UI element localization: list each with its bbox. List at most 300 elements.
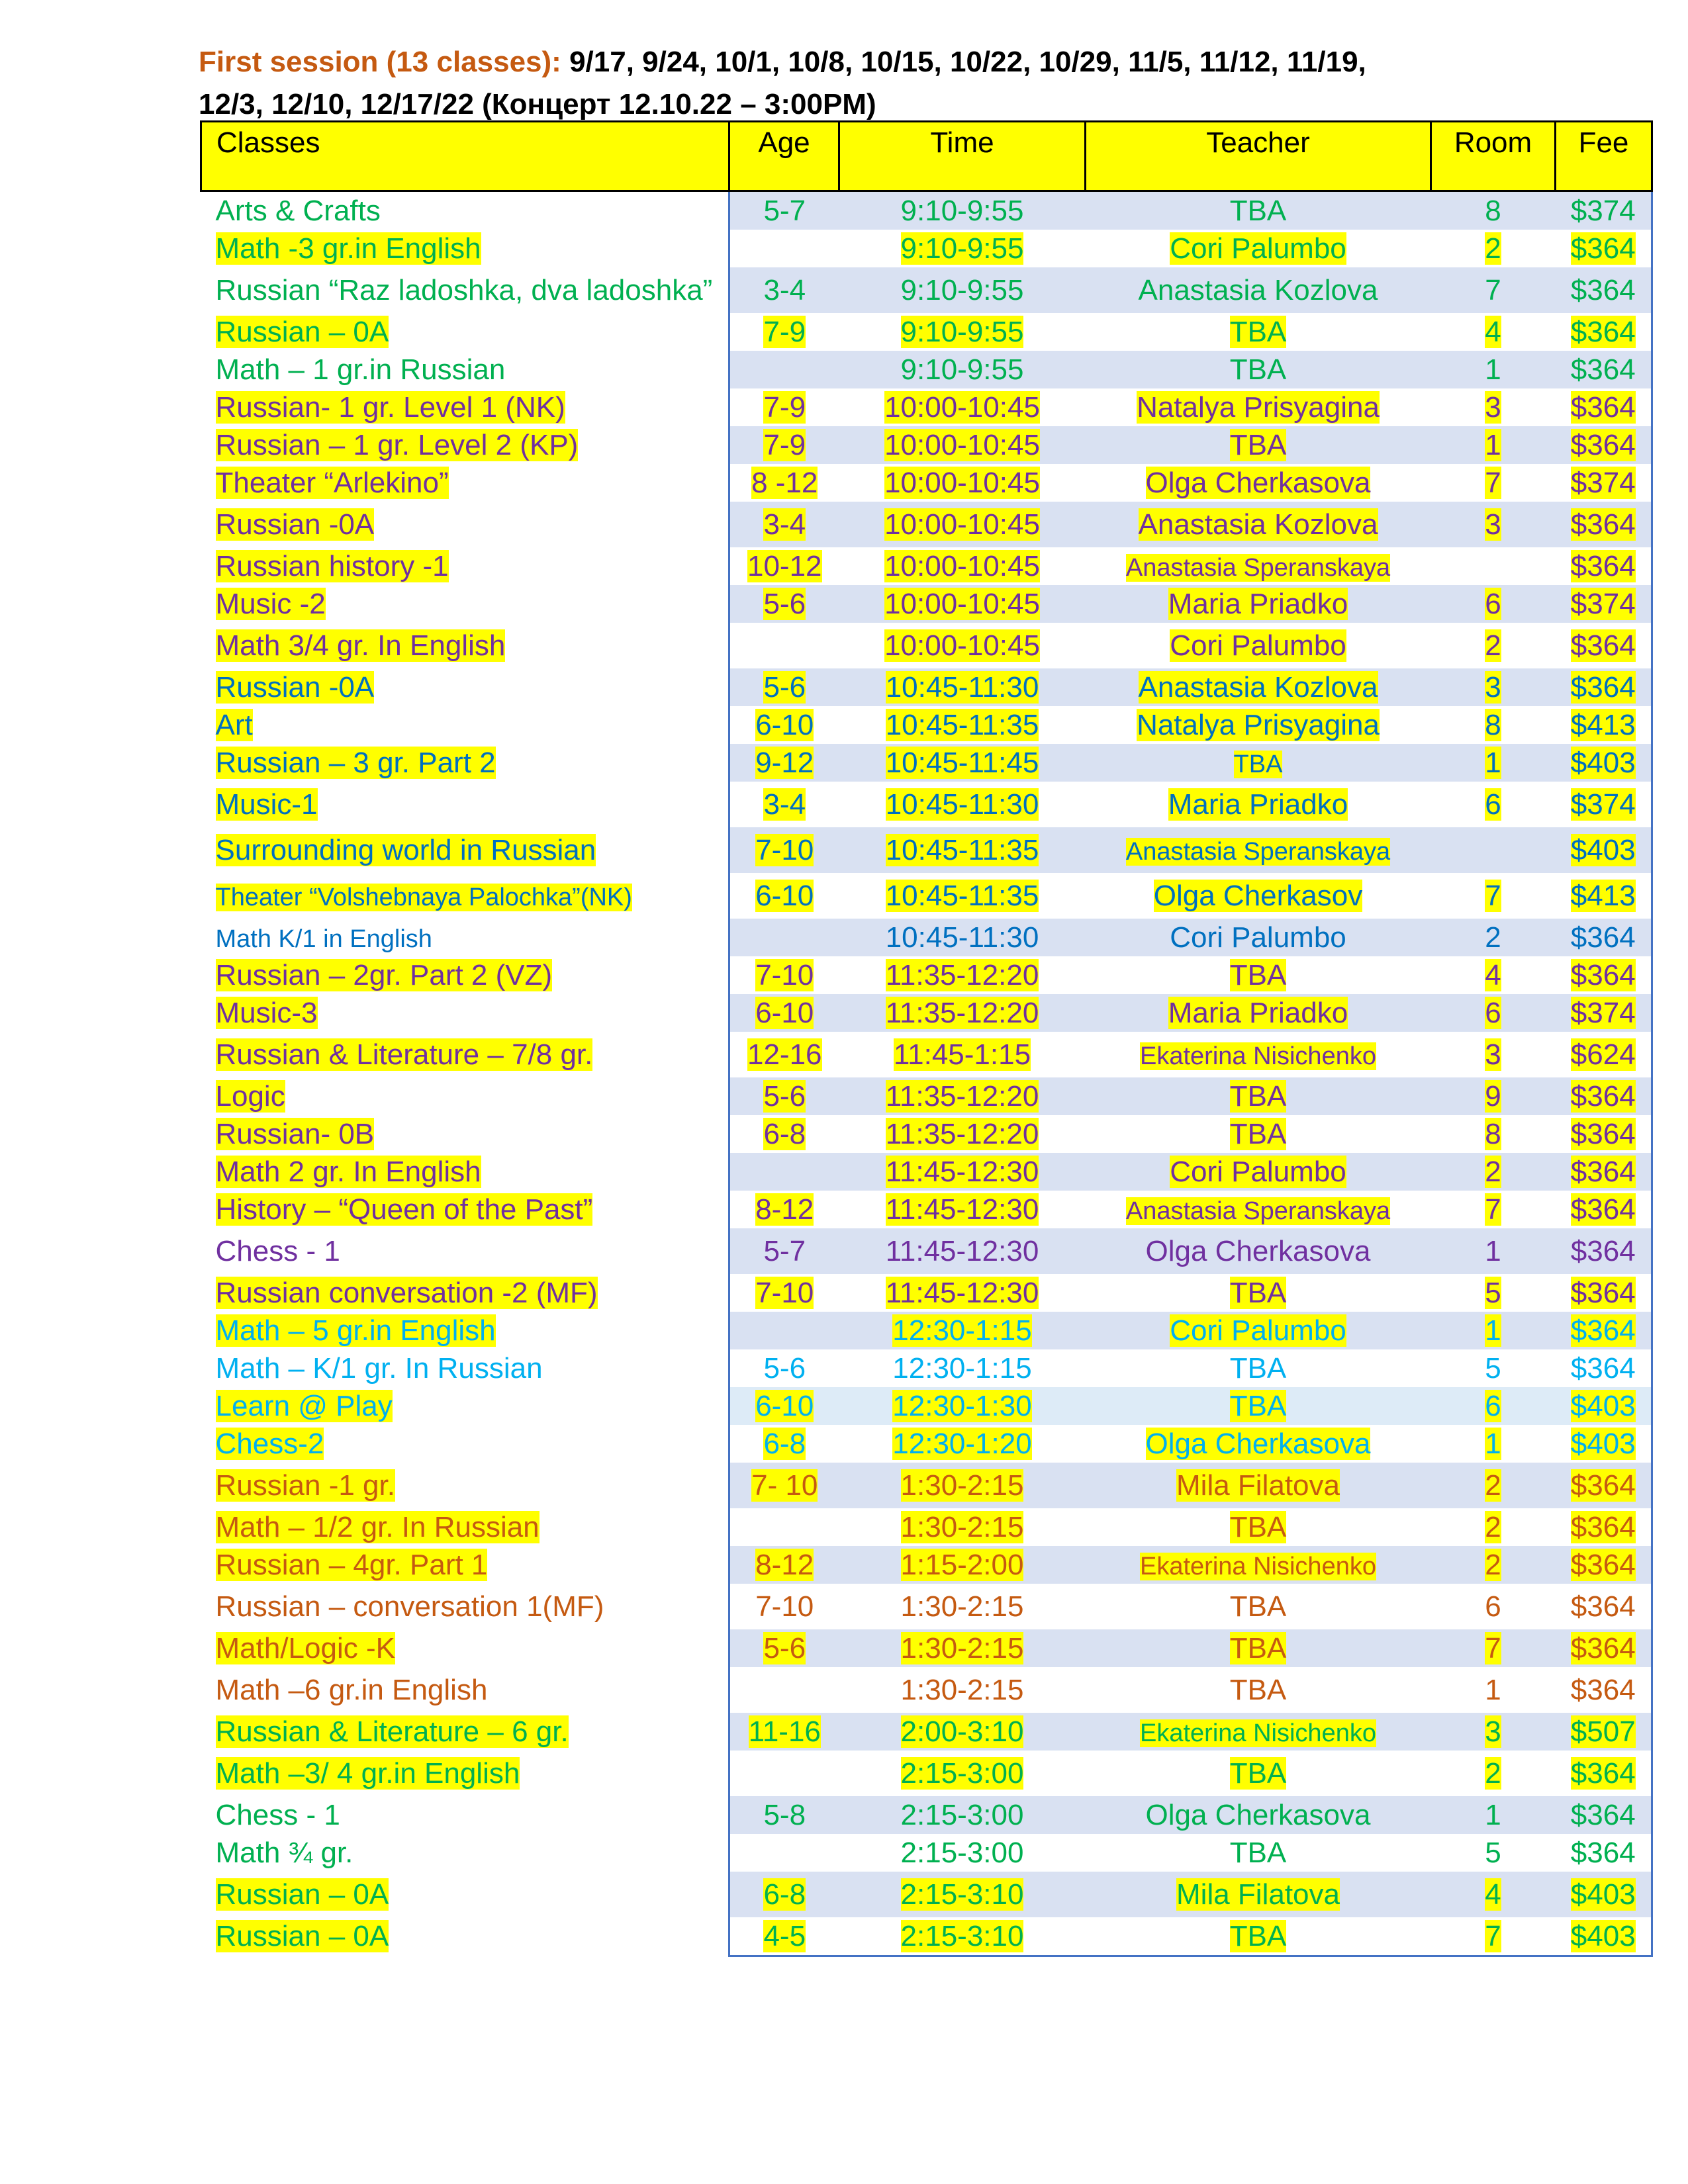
- teacher-cell: [1086, 1834, 1431, 1872]
- fee: $364: [1570, 353, 1636, 386]
- time-cell: [839, 668, 1086, 706]
- fee: $374: [1570, 466, 1636, 499]
- teacher-cell: [1086, 744, 1431, 782]
- class-name: Math – K/1 gr. In Russian: [215, 1351, 543, 1385]
- teacher: TBA: [1229, 315, 1287, 348]
- class-name: Math K/1 in English: [215, 925, 432, 953]
- teacher: Cori Palumbo: [1170, 232, 1346, 265]
- class-name-cell: [201, 623, 729, 668]
- class-name-cell: [201, 1077, 729, 1115]
- time-cell: [839, 744, 1086, 782]
- age: 11-16: [748, 1715, 821, 1748]
- age-cell: [729, 1584, 839, 1629]
- age: 5-6: [763, 1631, 806, 1664]
- age-cell: [729, 1032, 839, 1077]
- age-cell: [729, 1349, 839, 1387]
- room-cell: [1431, 706, 1556, 744]
- teacher: Mila Filatova: [1176, 1469, 1340, 1502]
- room: 7: [1485, 273, 1501, 306]
- class-name: Learn @ Play: [215, 1389, 393, 1422]
- fee-cell: [1556, 668, 1652, 706]
- fee: $413: [1570, 708, 1636, 741]
- room-cell: [1431, 388, 1556, 426]
- time-cell: [839, 388, 1086, 426]
- teacher-cell: [1086, 1713, 1431, 1751]
- fee-cell: [1556, 1153, 1652, 1191]
- age-cell: [729, 1629, 839, 1667]
- room-cell: [1431, 547, 1556, 585]
- fee-cell: [1556, 426, 1652, 464]
- age: 6-8: [763, 1878, 806, 1911]
- room-cell: [1431, 827, 1556, 873]
- class-name-cell: [201, 1546, 729, 1584]
- time: 11:45-12:30: [885, 1155, 1039, 1188]
- room: 3: [1485, 1038, 1501, 1071]
- table-row: [201, 1191, 1652, 1228]
- teacher-cell: [1086, 547, 1431, 585]
- header-age: Age: [729, 122, 839, 191]
- room: 2: [1485, 1155, 1501, 1188]
- time-cell: [839, 1115, 1086, 1153]
- fee-cell: [1556, 782, 1652, 827]
- room-cell: [1431, 426, 1556, 464]
- fee-cell: [1556, 1713, 1652, 1751]
- class-name: History – “Queen of the Past”: [215, 1193, 593, 1226]
- room: 5: [1485, 1836, 1501, 1869]
- table-row: [201, 744, 1652, 782]
- teacher-cell: [1086, 1629, 1431, 1667]
- fee-cell: [1556, 1872, 1652, 1917]
- age: 7-9: [763, 428, 806, 461]
- room-cell: [1431, 1546, 1556, 1584]
- class-name: Math –6 gr.in English: [215, 1673, 488, 1706]
- time: 1:30-2:15: [900, 1590, 1024, 1623]
- room-cell: [1431, 873, 1556, 919]
- time: 10:45-11:35: [885, 708, 1039, 741]
- table-row: [201, 1546, 1652, 1584]
- class-name-cell: [201, 267, 729, 313]
- fee: $364: [1570, 1351, 1636, 1385]
- time-cell: [839, 547, 1086, 585]
- room: 6: [1485, 788, 1501, 821]
- fee-cell: [1556, 706, 1652, 744]
- class-name-cell: [201, 502, 729, 547]
- age: 7- 10: [751, 1469, 818, 1502]
- time-cell: [839, 873, 1086, 919]
- class-name-cell: [201, 1115, 729, 1153]
- fee: $364: [1570, 1117, 1636, 1150]
- teacher: Ekaterina Nisichenko: [1140, 1719, 1376, 1747]
- fee-cell: [1556, 267, 1652, 313]
- fee-cell: [1556, 1834, 1652, 1872]
- fee: $364: [1570, 1193, 1636, 1226]
- time-cell: [839, 706, 1086, 744]
- class-name: Math – 1/2 gr. In Russian: [215, 1510, 539, 1543]
- time-cell: [839, 1312, 1086, 1349]
- class-name: Music -2: [215, 587, 326, 620]
- class-name: Arts & Crafts: [215, 194, 381, 227]
- fee-cell: [1556, 956, 1652, 994]
- teacher: Olga Cherkasova: [1145, 1798, 1371, 1831]
- fee: $364: [1570, 428, 1636, 461]
- time-cell: [839, 956, 1086, 994]
- table-row: [201, 956, 1652, 994]
- age: 9-12: [755, 746, 814, 779]
- table-row: [201, 388, 1652, 426]
- heading-line-1: [199, 41, 1655, 83]
- room-cell: [1431, 668, 1556, 706]
- teacher: Olga Cherkasov: [1153, 879, 1363, 912]
- class-name-cell: [201, 1751, 729, 1796]
- header-time: Time: [839, 122, 1086, 191]
- age-cell: [729, 623, 839, 668]
- room-cell: [1431, 1191, 1556, 1228]
- fee: $413: [1570, 879, 1636, 912]
- teacher-cell: [1086, 1667, 1431, 1713]
- teacher-cell: [1086, 1191, 1431, 1228]
- fee-cell: [1556, 1191, 1652, 1228]
- class-name-cell: [201, 1872, 729, 1917]
- teacher-cell: [1086, 351, 1431, 388]
- table-row: [201, 1228, 1652, 1274]
- age-cell: [729, 1751, 839, 1796]
- time: 11:45-12:30: [885, 1276, 1039, 1309]
- age-cell: [729, 1834, 839, 1872]
- teacher-cell: [1086, 1115, 1431, 1153]
- room: 1: [1485, 428, 1501, 461]
- room: 3: [1485, 390, 1501, 424]
- room-cell: [1431, 956, 1556, 994]
- class-name: Russian – 3 gr. Part 2: [215, 746, 496, 779]
- time: 1:30-2:15: [900, 1510, 1024, 1543]
- class-name-cell: [201, 1349, 729, 1387]
- age: 8-12: [755, 1193, 814, 1226]
- time-cell: [839, 267, 1086, 313]
- class-name-cell: [201, 191, 729, 230]
- teacher: Mila Filatova: [1176, 1878, 1340, 1911]
- teacher-cell: [1086, 668, 1431, 706]
- teacher-cell: [1086, 191, 1431, 230]
- teacher-cell: [1086, 1796, 1431, 1834]
- time: 2:15-3:00: [900, 1756, 1024, 1790]
- fee-cell: [1556, 1349, 1652, 1387]
- time-cell: [839, 1508, 1086, 1546]
- teacher-cell: [1086, 827, 1431, 873]
- class-name-cell: [201, 1584, 729, 1629]
- time: 10:00-10:45: [884, 390, 1040, 424]
- age: 7-10: [755, 1590, 814, 1623]
- table-row: [201, 1312, 1652, 1349]
- teacher: Anastasia Speranskaya: [1125, 553, 1391, 582]
- table-row: [201, 1463, 1652, 1508]
- teacher: Anastasia Kozlova: [1138, 670, 1378, 704]
- room: 4: [1485, 958, 1501, 991]
- room: 2: [1485, 232, 1501, 265]
- class-name-cell: [201, 1387, 729, 1425]
- table-row: [201, 668, 1652, 706]
- table-row: [201, 1584, 1652, 1629]
- fee: $364: [1570, 1756, 1636, 1790]
- age-cell: [729, 1463, 839, 1508]
- table-row: [201, 827, 1652, 873]
- time: 10:00-10:45: [884, 508, 1040, 541]
- age: 4-5: [763, 1919, 806, 1952]
- room-cell: [1431, 313, 1556, 351]
- room-cell: [1431, 502, 1556, 547]
- teacher-cell: [1086, 1153, 1431, 1191]
- table-row: [201, 464, 1652, 502]
- teacher: Ekaterina Nisichenko: [1140, 1042, 1376, 1070]
- age-cell: [729, 585, 839, 623]
- teacher: TBA: [1229, 194, 1287, 227]
- teacher: Cori Palumbo: [1170, 1314, 1346, 1347]
- fee-cell: [1556, 230, 1652, 267]
- class-name-cell: [201, 1191, 729, 1228]
- table-row: [201, 230, 1652, 267]
- age-cell: [729, 313, 839, 351]
- table-row: [201, 1872, 1652, 1917]
- age-cell: [729, 547, 839, 585]
- teacher-cell: [1086, 1425, 1431, 1463]
- teacher: TBA: [1229, 1276, 1287, 1309]
- time: 2:15-3:10: [900, 1878, 1024, 1911]
- time-cell: [839, 1425, 1086, 1463]
- room: 1: [1485, 746, 1501, 779]
- room-cell: [1431, 585, 1556, 623]
- teacher-cell: [1086, 1872, 1431, 1917]
- fee: $364: [1570, 1631, 1636, 1664]
- age-cell: [729, 706, 839, 744]
- class-name: Math – 1 gr.in Russian: [215, 353, 506, 386]
- room-cell: [1431, 230, 1556, 267]
- class-name: Russian conversation -2 (MF): [215, 1276, 598, 1309]
- age-cell: [729, 744, 839, 782]
- session-dates-1: 9/17, 9/24, 10/1, 10/8, 10/15, 10/22, 10/29, 11/5, 11/12, 11/19,: [561, 46, 1366, 78]
- class-name-cell: [201, 1508, 729, 1546]
- time: 9:10-9:55: [900, 232, 1024, 265]
- class-name-cell: [201, 919, 729, 956]
- time: 10:45-11:30: [885, 921, 1039, 954]
- age-cell: [729, 230, 839, 267]
- room-cell: [1431, 1751, 1556, 1796]
- class-name: Music-1: [215, 788, 318, 821]
- room-cell: [1431, 267, 1556, 313]
- table-row: [201, 1115, 1652, 1153]
- room: 8: [1485, 1117, 1501, 1150]
- time-cell: [839, 1796, 1086, 1834]
- room-cell: [1431, 1274, 1556, 1312]
- time-cell: [839, 1546, 1086, 1584]
- table-row: [201, 1713, 1652, 1751]
- time: 2:15-3:00: [900, 1836, 1024, 1869]
- class-name: Russian – conversation 1(MF): [215, 1590, 604, 1623]
- age-cell: [729, 1546, 839, 1584]
- teacher: TBA: [1229, 428, 1287, 461]
- age: 3-4: [763, 788, 806, 821]
- teacher: TBA: [1229, 353, 1287, 386]
- class-name: Russian – 2gr. Part 2 (VZ): [215, 958, 553, 991]
- room: 2: [1485, 1469, 1501, 1502]
- class-name: Russian -0A: [215, 508, 375, 541]
- room: 3: [1485, 508, 1501, 541]
- room-cell: [1431, 1032, 1556, 1077]
- fee-cell: [1556, 1508, 1652, 1546]
- fee-cell: [1556, 191, 1652, 230]
- teacher: Natalya Prisyagina: [1137, 390, 1380, 424]
- room-cell: [1431, 1629, 1556, 1667]
- room: 1: [1485, 1234, 1501, 1267]
- time-cell: [839, 426, 1086, 464]
- room: 8: [1485, 708, 1501, 741]
- fee: $364: [1570, 1510, 1636, 1543]
- age: 6-10: [755, 708, 814, 741]
- time-cell: [839, 1917, 1086, 1956]
- time: 12:30-1:30: [892, 1389, 1032, 1422]
- class-name-cell: [201, 388, 729, 426]
- time-cell: [839, 1228, 1086, 1274]
- class-name-cell: [201, 426, 729, 464]
- fee: $364: [1570, 1155, 1636, 1188]
- time-cell: [839, 1077, 1086, 1115]
- time-cell: [839, 1387, 1086, 1425]
- table-row: [201, 1751, 1652, 1796]
- age-cell: [729, 1228, 839, 1274]
- fee: $364: [1570, 273, 1636, 306]
- teacher-cell: [1086, 1077, 1431, 1115]
- time: 11:35-12:20: [885, 996, 1039, 1029]
- age: 10-12: [747, 549, 822, 582]
- fee: $364: [1570, 670, 1636, 704]
- class-name: Russian -0A: [215, 670, 375, 704]
- class-name-cell: [201, 1312, 729, 1349]
- fee: $374: [1570, 788, 1636, 821]
- time: 9:10-9:55: [900, 353, 1024, 386]
- room-cell: [1431, 994, 1556, 1032]
- age-cell: [729, 1153, 839, 1191]
- class-name-cell: [201, 1153, 729, 1191]
- fee: $403: [1570, 746, 1636, 779]
- room: 6: [1485, 587, 1501, 620]
- room-cell: [1431, 1425, 1556, 1463]
- class-name: Russian & Literature – 6 gr.: [215, 1715, 569, 1748]
- fee-cell: [1556, 1917, 1652, 1956]
- age-cell: [729, 1191, 839, 1228]
- fee-cell: [1556, 1463, 1652, 1508]
- time: 10:00-10:45: [884, 428, 1040, 461]
- room-cell: [1431, 744, 1556, 782]
- fee: $364: [1570, 1234, 1636, 1267]
- fee-cell: [1556, 1115, 1652, 1153]
- room: 1: [1485, 1673, 1501, 1706]
- room: 3: [1485, 1715, 1501, 1748]
- room: 2: [1485, 1548, 1501, 1581]
- class-name-cell: [201, 873, 729, 919]
- fee-cell: [1556, 1274, 1652, 1312]
- fee: $507: [1570, 1715, 1636, 1748]
- teacher-cell: [1086, 1274, 1431, 1312]
- time-cell: [839, 1274, 1086, 1312]
- class-name: Russian history -1: [215, 549, 449, 582]
- schedule-body: [201, 191, 1652, 1956]
- teacher-cell: [1086, 1584, 1431, 1629]
- age-cell: [729, 782, 839, 827]
- room: 6: [1485, 996, 1501, 1029]
- age-cell: [729, 919, 839, 956]
- fee: $364: [1570, 1590, 1636, 1623]
- fee: $374: [1570, 996, 1636, 1029]
- time: 11:35-12:20: [885, 958, 1039, 991]
- room: 2: [1485, 921, 1501, 954]
- age: 7-10: [755, 1276, 814, 1309]
- age: 6-8: [763, 1117, 806, 1150]
- room-cell: [1431, 1463, 1556, 1508]
- time-cell: [839, 191, 1086, 230]
- fee-cell: [1556, 1796, 1652, 1834]
- teacher-cell: [1086, 919, 1431, 956]
- age: 8 -12: [751, 466, 818, 499]
- teacher: TBA: [1229, 1631, 1287, 1664]
- fee-cell: [1556, 623, 1652, 668]
- age-cell: [729, 1796, 839, 1834]
- class-name-cell: [201, 1274, 729, 1312]
- age: 5-7: [763, 1234, 806, 1267]
- fee: $364: [1570, 1548, 1636, 1581]
- class-name: Math – 5 gr.in English: [215, 1314, 496, 1347]
- room: 5: [1485, 1276, 1501, 1309]
- age: 5-6: [763, 1079, 806, 1113]
- teacher: Olga Cherkasova: [1145, 1427, 1371, 1460]
- age-cell: [729, 502, 839, 547]
- time-cell: [839, 1834, 1086, 1872]
- class-name: Russian- 1 gr. Level 1 (NK): [215, 390, 565, 424]
- class-name-cell: [201, 1917, 729, 1956]
- class-name: Russian – 0A: [215, 1878, 389, 1911]
- teacher-cell: [1086, 313, 1431, 351]
- teacher: Maria Priadko: [1168, 996, 1348, 1029]
- age-cell: [729, 267, 839, 313]
- teacher-cell: [1086, 782, 1431, 827]
- time: 2:00-3:10: [900, 1715, 1024, 1748]
- age-cell: [729, 1425, 839, 1463]
- table-row: [201, 351, 1652, 388]
- age-cell: [729, 1872, 839, 1917]
- class-name: Russian -1 gr.: [215, 1469, 395, 1502]
- time: 10:00-10:45: [884, 587, 1040, 620]
- room-cell: [1431, 1077, 1556, 1115]
- time: 10:45-11:30: [885, 670, 1039, 704]
- fee: $403: [1570, 1919, 1636, 1952]
- room: 1: [1485, 1798, 1501, 1831]
- room-cell: [1431, 919, 1556, 956]
- fee-cell: [1556, 585, 1652, 623]
- room: 7: [1485, 466, 1501, 499]
- time-cell: [839, 230, 1086, 267]
- age-cell: [729, 1274, 839, 1312]
- fee: $364: [1570, 1314, 1636, 1347]
- fee: $374: [1570, 194, 1636, 227]
- fee-cell: [1556, 502, 1652, 547]
- room: 7: [1485, 879, 1501, 912]
- fee: $364: [1570, 629, 1636, 662]
- fee-cell: [1556, 1584, 1652, 1629]
- table-row: [201, 547, 1652, 585]
- class-name-cell: [201, 1667, 729, 1713]
- table-row: [201, 1917, 1652, 1956]
- age-cell: [729, 351, 839, 388]
- time: 1:15-2:00: [900, 1548, 1024, 1581]
- fee-cell: [1556, 1032, 1652, 1077]
- teacher-cell: [1086, 1228, 1431, 1274]
